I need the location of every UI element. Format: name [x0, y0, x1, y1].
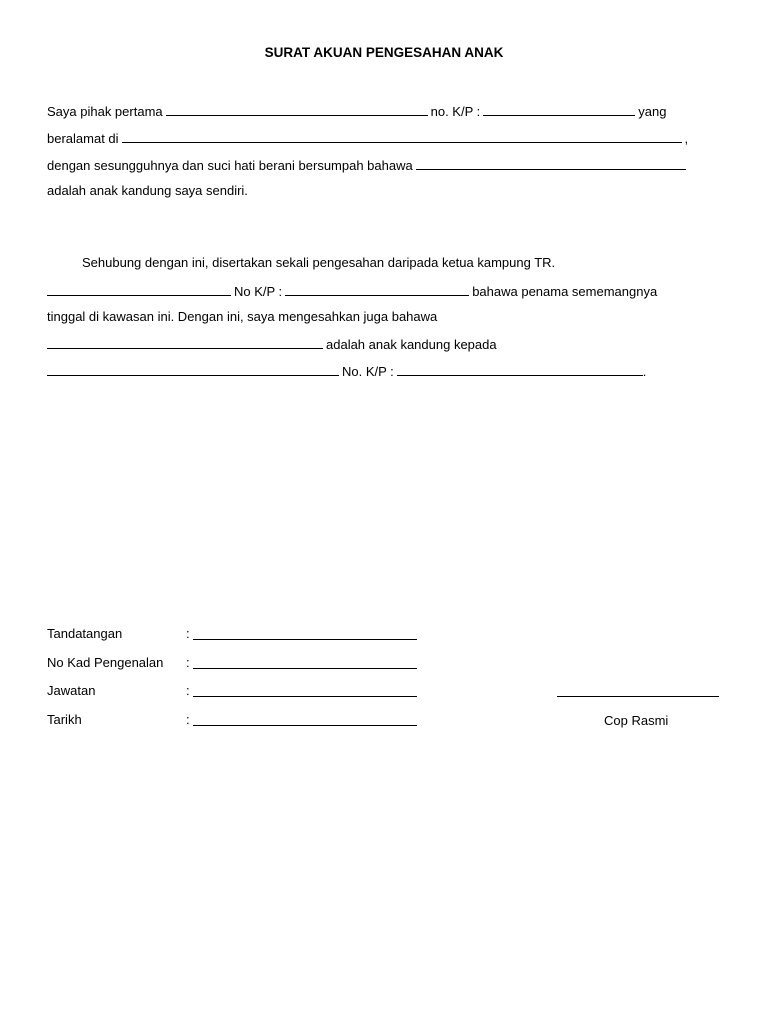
text-no-kp: no. K/P : [430, 104, 481, 119]
blank-nama-anak[interactable] [416, 156, 686, 170]
blank-no-kp-ibu-bapa[interactable] [397, 362, 643, 376]
blank-no-kp-pihak-pertama[interactable] [483, 102, 635, 116]
blank-tarikh[interactable] [193, 712, 417, 726]
para2-line5 [47, 362, 646, 380]
label-tarikh: Tarikh [47, 712, 82, 727]
colon: : [186, 712, 190, 727]
document-title: SURAT AKUAN PENGESAHAN ANAK [264, 45, 504, 60]
blank-no-kp-ketua-kampung[interactable] [285, 282, 469, 296]
blank-jawatan[interactable] [193, 683, 417, 697]
para1-line2 [47, 129, 688, 147]
para1-line3 [47, 156, 689, 174]
text-beralamat-di: beralamat di [47, 131, 119, 146]
blank-nama-ibu-bapa[interactable] [47, 362, 339, 376]
label-no-kad-pengenalan: No Kad Pengenalan [47, 655, 164, 670]
blank-cop-rasmi[interactable] [557, 683, 719, 697]
text-comma: , [684, 131, 689, 146]
text-bahawa-penama: bahawa penama sememangnya [472, 284, 658, 299]
para1-line4 [47, 183, 248, 201]
blank-no-kad-pengenalan[interactable] [193, 655, 417, 669]
label-tandatangan: Tandatangan [47, 626, 123, 641]
label-cop-rasmi: Cop Rasmi [604, 713, 669, 728]
colon: : [186, 683, 190, 698]
para2-line2 [47, 282, 657, 300]
text-yang: yang [638, 104, 667, 119]
text-no-kp-3: No. K/P : [342, 364, 394, 379]
para2-line1 [82, 255, 555, 273]
text-period: . [642, 364, 647, 379]
blank-alamat[interactable] [122, 129, 682, 143]
para2-line4 [47, 335, 497, 353]
colon: : [186, 626, 190, 641]
text-sehubung: Sehubung dengan ini, disertakan sekali pengesahan daripada ketua kampung TR. [82, 255, 556, 270]
label-jawatan: Jawatan [47, 683, 96, 698]
blank-nama-pihak-pertama[interactable] [166, 102, 428, 116]
para1-line1 [47, 102, 666, 120]
para2-line3 [47, 309, 437, 327]
blank-tandatangan[interactable] [193, 626, 417, 640]
text-saya-pihak-pertama: Saya pihak pertama [47, 104, 163, 119]
blank-nama-ketua-kampung[interactable] [47, 282, 231, 296]
colon: : [186, 655, 190, 670]
blank-nama-anak-2[interactable] [47, 335, 323, 349]
text-anak-kandung-kepada: adalah anak kandung kepada [326, 337, 497, 352]
text-tinggal-di-kawasan: tinggal di kawasan ini. Dengan ini, saya mengesahkan juga bahawa [47, 309, 438, 324]
text-anak-kandung-sendiri: adalah anak kandung saya sendiri. [47, 183, 248, 198]
text-no-kp-2: No K/P : [234, 284, 283, 299]
text-bersumpah: dengan sesungguhnya dan suci hati berani bersumpah bahawa [47, 158, 413, 173]
